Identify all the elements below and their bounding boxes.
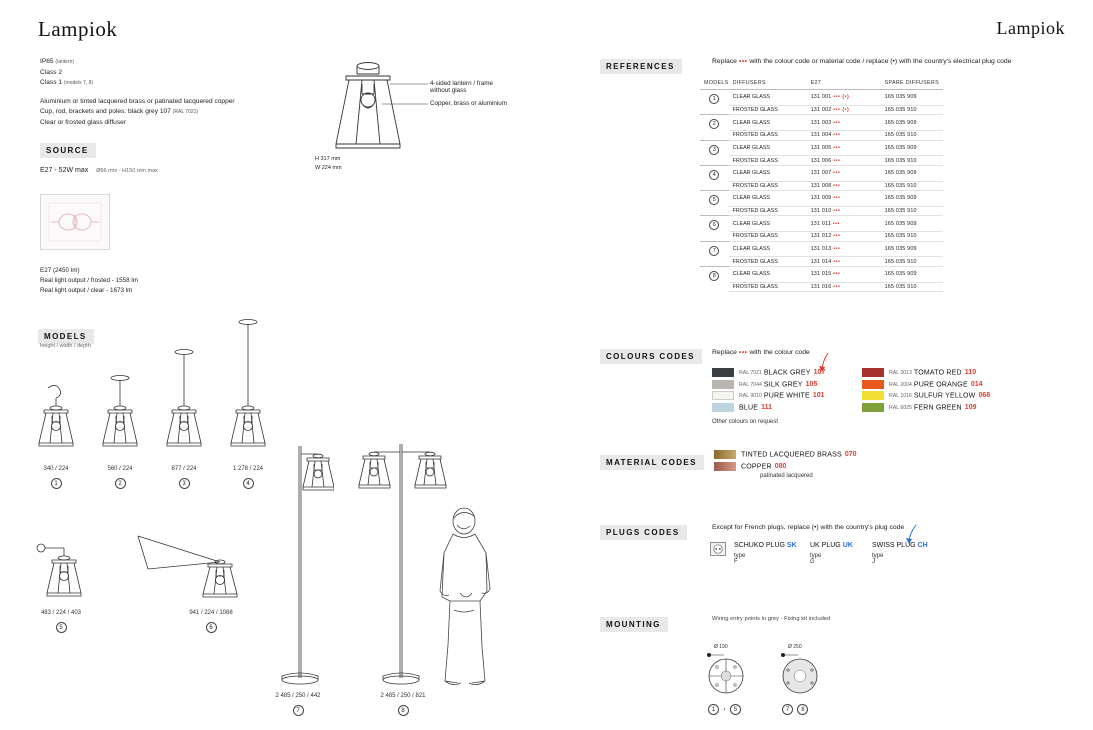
plug-type-3: type J (872, 553, 884, 565)
material-name: TINTED LACQUERED BRASS (741, 451, 842, 459)
table-row (700, 115, 943, 131)
ref-diffuser-cell: CLEAR GLASS (729, 266, 807, 282)
models-section (38, 326, 94, 344)
mounting-badge-5: 5 (730, 704, 741, 715)
colour-swatch (862, 380, 884, 389)
colour-name: BLUE (739, 403, 759, 411)
colour-left-row (712, 391, 825, 400)
ref-model-badge: 2 (709, 119, 719, 129)
ref-spare-cell: 165 035 910 (881, 156, 943, 165)
colour-ral: RAL 7044 (739, 381, 762, 388)
ref-spare-cell: 165 035 910 (881, 257, 943, 266)
mounting-badge-8: 8 (797, 704, 808, 715)
model-badge-2: 2 (115, 478, 126, 489)
ref-code-dots: ••• (833, 208, 841, 215)
ref-spare-cell: 165 035 910 (881, 282, 943, 291)
ref-diffuser-cell: FROSTED GLASS (729, 206, 807, 215)
material-code: 070 (844, 451, 857, 459)
plug-code-1: SK (786, 542, 797, 549)
schuko-plug-icon (710, 542, 726, 561)
plugs-section-label: PLUGS CODES (600, 525, 687, 540)
ref-code-dots: ••• (833, 170, 841, 177)
mounting-badge-7: 7 (782, 704, 793, 715)
colours-footer: Other colours on request (712, 419, 779, 425)
plugs-section (600, 522, 687, 540)
colour-ral: RAL 1016 (889, 393, 912, 400)
model-caption-7: 2 485 / 250 / 442 (275, 693, 321, 699)
mounting-section-label: MOUNTING (600, 617, 668, 632)
plug-name-3: SWISS PLUG (872, 542, 916, 549)
ref-e27-cell: 131 015 ••• (807, 266, 881, 282)
table-row (700, 165, 943, 181)
ref-e27-cell: 131 016 ••• (807, 282, 881, 291)
ref-spare-cell: 165 035 910 (881, 181, 943, 190)
table-row (700, 181, 943, 190)
models-subtitle: height / width / depth (40, 343, 91, 349)
model-item-1 (26, 380, 86, 490)
colour-name: TOMATO RED (913, 369, 962, 377)
ref-header-diffusers: DIFFUSERS (732, 80, 766, 86)
ref-code-dots: ••• (833, 271, 841, 278)
model-badge-8: 8 (398, 705, 409, 716)
ref-spare-cell: 165 035 909 (881, 165, 943, 181)
ref-e27-cell: 131 006 ••• (807, 156, 881, 165)
mounting-section (600, 614, 668, 632)
model-badge-5: 5 (56, 622, 67, 633)
colour-ral: RAL 6025 (889, 404, 912, 411)
model-caption-8: 2 485 / 250 / 821 (380, 693, 426, 699)
colour-code: 014 (970, 380, 983, 388)
references-note-mid: with the colour code or material code / replace (•) with the country's electrical plug code (749, 58, 1012, 65)
ref-diffuser-cell: FROSTED GLASS (729, 232, 807, 241)
ref-spare-cell: 165 035 909 (881, 266, 943, 282)
colour-swatch (862, 391, 884, 400)
source-lamp: E27 - 52W max (40, 167, 89, 174)
references-section (600, 56, 682, 74)
specifications-block (40, 57, 290, 128)
page-title-right: Lampiok (996, 18, 1065, 38)
ref-model-cell (700, 165, 729, 181)
model-item-6 (128, 512, 258, 634)
ref-code-dots: ••• (833, 245, 841, 252)
colours-note-dots: ••• (738, 349, 748, 356)
ref-code-dots: ••• (•) (833, 94, 850, 101)
ref-e27-cell: 131 001 ••• (•) (807, 90, 881, 106)
model-badge-6: 6 (206, 622, 217, 633)
references-note-dots: ••• (738, 58, 748, 65)
plug-name-2: UK PLUG (810, 542, 841, 549)
lumen-line-2: Real light output / frosted - 1558 lm (40, 277, 139, 284)
ref-e27-cell: 131 011 ••• (807, 216, 881, 232)
ref-e27-cell: 131 012 ••• (807, 232, 881, 241)
model-item-5 (26, 534, 96, 634)
source-dimensions: Ø66 mm - H150 mm max (96, 168, 158, 174)
scale-human-figure (424, 505, 514, 700)
ref-model-cell (700, 140, 729, 156)
table-row (700, 131, 943, 140)
ref-e27-cell: 131 004 ••• (807, 131, 881, 140)
colour-left-row (712, 403, 825, 412)
colour-swatch (862, 403, 884, 412)
ref-model-cell (700, 90, 729, 106)
material-swatch (714, 450, 736, 459)
ref-spare-cell: 165 035 910 (881, 206, 943, 215)
colour-left-row (712, 380, 825, 389)
ref-code-dots: ••• (833, 144, 841, 151)
references-section-label: REFERENCES (600, 59, 682, 74)
table-row (700, 266, 943, 282)
source-section-label: SOURCE (40, 143, 96, 158)
ref-e27-cell: 131 010 ••• (807, 206, 881, 215)
ref-spare-cell: 165 035 909 (881, 191, 943, 207)
colour-name: SULFUR YELLOW (913, 392, 976, 400)
ref-model-cell (700, 131, 729, 140)
model-badge-4: 4 (243, 478, 254, 489)
spec-parts: Cup, rod, brackets and poles: black grey 107 (40, 108, 171, 115)
materials-section (600, 452, 704, 470)
colour-left-row (712, 368, 825, 377)
colours-section (600, 346, 702, 364)
ref-model-cell (700, 156, 729, 165)
table-row (700, 90, 943, 106)
ref-spare-cell: 165 035 909 (881, 216, 943, 232)
colour-ral: RAL 7021 (739, 370, 762, 377)
table-row (700, 241, 943, 257)
mounting-dim-left: Ø 190 (714, 644, 728, 650)
ref-diffuser-cell: FROSTED GLASS (729, 257, 807, 266)
colour-name: BLACK GREY (763, 369, 811, 377)
material-name: COPPER (741, 462, 772, 470)
colour-name: FERN GREEN (913, 403, 962, 411)
ref-model-badge: 7 (709, 246, 719, 256)
spec-ip65: IP65 (40, 58, 54, 65)
ref-model-cell (700, 266, 729, 282)
colour-swatch (862, 368, 884, 377)
colour-right-row (862, 368, 990, 377)
model-caption-5: 483 / 224 / 403 (40, 610, 82, 616)
table-row (700, 191, 943, 207)
references-note (712, 58, 1011, 65)
ref-diffuser-cell: CLEAR GLASS (729, 191, 807, 207)
ref-model-badge: 6 (709, 220, 719, 230)
colour-right-row (862, 391, 990, 400)
colour-swatch (712, 391, 734, 400)
plug-item-1 (734, 542, 797, 549)
spec-ral-note: (RAL 7021) (172, 109, 199, 115)
colours-note (712, 349, 810, 356)
spec-class2: Class 2 (40, 68, 62, 76)
ref-model-badge: 1 (709, 94, 719, 104)
page-title-left: Lampiok (38, 17, 118, 41)
ref-code-dots: ••• (833, 119, 841, 126)
model-caption-2: 560 / 224 (107, 466, 133, 472)
ref-code-dots: ••• (833, 132, 841, 139)
source-section (40, 140, 300, 174)
colour-name: SILK GREY (763, 380, 803, 388)
ref-code-dots: ••• (833, 233, 841, 240)
plug-code-2: UK (842, 542, 853, 549)
references-table (700, 80, 943, 292)
ref-diffuser-cell: CLEAR GLASS (729, 216, 807, 232)
ref-model-cell (700, 181, 729, 190)
materials-footer: patinated lacquered (760, 473, 813, 479)
material-row (714, 462, 857, 471)
ref-code-dots: ••• (832, 220, 840, 227)
colours-section-label: COLOURS CODES (600, 349, 702, 364)
colour-right-row (862, 380, 990, 389)
drawing-height: H 317 mm (315, 156, 341, 162)
mounting-badges-right (782, 698, 808, 716)
ref-diffuser-cell: FROSTED GLASS (729, 181, 807, 190)
ref-header-models: MODELS (704, 80, 729, 86)
colour-code: 111 (761, 403, 773, 411)
plug-type-1: type F (734, 553, 746, 565)
model-item-7 (262, 430, 334, 717)
table-row (700, 206, 943, 215)
colour-code: 068 (978, 392, 991, 400)
model-item-2 (90, 366, 150, 490)
ref-model-cell (700, 282, 729, 291)
lumen-line-1: E27 (2450 lm) (40, 267, 80, 274)
ref-diffuser-cell: CLEAR GLASS (729, 140, 807, 156)
ref-diffuser-cell: FROSTED GLASS (729, 282, 807, 291)
colour-name: PURE ORANGE (913, 380, 968, 388)
table-row (700, 156, 943, 165)
colour-swatch (712, 403, 734, 412)
ref-e27-cell: 131 007 ••• (807, 165, 881, 181)
ref-model-cell (700, 257, 729, 266)
ref-e27-cell: 131 003 ••• (807, 115, 881, 131)
ref-e27-cell: 131 002 ••• (•) (807, 105, 881, 114)
ref-e27-cell: 131 009 ••• (807, 191, 881, 207)
ref-model-cell (700, 241, 729, 257)
table-row (700, 216, 943, 232)
ref-model-cell (700, 105, 729, 114)
lantern-technical-drawing (310, 52, 510, 177)
model-caption-1: 340 / 224 (43, 466, 69, 472)
spec-ip65-note: (lantern) (55, 59, 75, 65)
ref-diffuser-cell: CLEAR GLASS (729, 165, 807, 181)
plug-code-3: CH (917, 542, 928, 549)
references-note-pre: Replace (712, 58, 737, 65)
callout-material: Copper, brass or aluminium (430, 100, 507, 107)
ref-model-cell (700, 115, 729, 131)
ref-e27-cell: 131 008 ••• (807, 181, 881, 190)
drawing-width: W 224 mm (315, 165, 342, 171)
ref-spare-cell: 165 035 909 (881, 140, 943, 156)
ref-model-cell (700, 206, 729, 215)
mounting-plate-left (700, 644, 752, 713)
ref-e27-cell: 131 013 ••• (807, 241, 881, 257)
ref-code-dots: ••• (833, 258, 841, 265)
colours-note-pre: Replace (712, 349, 737, 356)
colour-code: 109 (964, 403, 977, 411)
colour-code: 101 (812, 392, 825, 400)
table-row (700, 232, 943, 241)
material-code: 080 (774, 462, 787, 470)
mounting-plate-right (774, 644, 826, 713)
ref-header-spare: SPARE DIFFUSERS (884, 80, 939, 86)
references-table-body (700, 90, 943, 292)
colour-ral: RAL 9010 (739, 393, 762, 400)
colour-code: 107 (813, 369, 826, 377)
ref-model-badge: 5 (709, 195, 719, 205)
ref-code-dots: ••• (833, 195, 841, 202)
bulb-image (40, 194, 110, 250)
ref-spare-cell: 165 035 910 (881, 105, 943, 114)
colours-left-column (712, 368, 825, 414)
ref-e27-cell: 131 005 ••• (807, 140, 881, 156)
ref-diffuser-cell: CLEAR GLASS (729, 115, 807, 131)
ref-spare-cell: 165 035 910 (881, 131, 943, 140)
spec-material: Aluminium or tinted lacquered brass or patinated lacquered copper (40, 97, 235, 105)
models-section-label: MODELS (38, 329, 94, 344)
ref-model-badge: 3 (709, 145, 719, 155)
colours-note-post: with the colour code (749, 349, 810, 356)
ref-diffuser-cell: FROSTED GLASS (729, 131, 807, 140)
table-row (700, 282, 943, 291)
colours-right-column (862, 368, 990, 414)
ref-code-dots: ••• (833, 182, 841, 189)
table-row (700, 257, 943, 266)
model-caption-4: 1 278 / 224 (232, 466, 264, 472)
plugs-note: Except for French plugs, replace (•) with the country's plug code (712, 524, 905, 531)
ref-model-badge: 4 (709, 170, 719, 180)
table-row (700, 105, 943, 114)
ref-model-badge: 8 (709, 271, 719, 281)
lumen-output (40, 266, 138, 296)
mounting-badges-left: 1 › 5 (708, 698, 741, 716)
colour-swatch (712, 368, 734, 377)
ref-spare-cell: 165 035 909 (881, 90, 943, 106)
ref-spare-cell: 165 035 909 (881, 241, 943, 257)
ref-diffuser-cell: CLEAR GLASS (729, 90, 807, 106)
ref-model-cell (700, 191, 729, 207)
colour-ral: RAL 3013 (889, 370, 912, 377)
plug-item-2 (810, 542, 853, 549)
material-row (714, 450, 857, 459)
colour-code: 110 (964, 369, 977, 377)
model-item-3 (154, 342, 214, 490)
ref-header-e27: E27 (810, 80, 822, 86)
material-swatch (714, 462, 736, 471)
colour-name: PURE WHITE (763, 392, 810, 400)
plug-name-1: SCHUKO PLUG (734, 542, 785, 549)
model-badge-3: 3 (179, 478, 190, 489)
table-row (700, 140, 943, 156)
materials-list (714, 450, 857, 473)
plug-type-2: type G (810, 553, 822, 565)
callout-frame: 4-sided lantern / frame without glass (430, 80, 493, 94)
ref-code-dots: ••• (833, 283, 841, 290)
spec-diffuser: Clear or frosted glass diffuser (40, 118, 127, 126)
ref-e27-cell: 131 014 ••• (807, 257, 881, 266)
ref-diffuser-cell: FROSTED GLASS (729, 105, 807, 114)
model-caption-3: 877 / 224 (171, 466, 197, 472)
ref-code-dots: ••• (•) (833, 107, 850, 114)
ref-diffuser-cell: FROSTED GLASS (729, 156, 807, 165)
mounting-badge-1: 1 (708, 704, 719, 715)
plug-item-3 (872, 542, 928, 549)
spec-class1-note: (models 7, 8) (63, 80, 94, 86)
ref-diffuser-cell: CLEAR GLASS (729, 241, 807, 257)
colour-ral: RAL 2004 (889, 381, 912, 388)
spec-class1: Class 1 (40, 79, 62, 86)
model-badge-1: 1 (51, 478, 62, 489)
ref-model-cell (700, 232, 729, 241)
model-caption-6: 941 / 224 / 1088 (189, 610, 233, 616)
ref-spare-cell: 165 035 910 (881, 232, 943, 241)
colour-right-row (862, 403, 990, 412)
lumen-line-3: Real light output / clear - 1673 lm (40, 287, 133, 294)
ref-code-dots: ••• (833, 157, 841, 164)
colour-code: 105 (805, 380, 818, 388)
model-badge-7: 7 (293, 705, 304, 716)
ref-model-cell (700, 216, 729, 232)
mounting-dim-right: Ø 250 (788, 644, 802, 650)
colour-swatch (712, 380, 734, 389)
mounting-note: Wiring entry points in grey - Fixing kit included (712, 616, 831, 622)
materials-section-label: MATERIAL CODES (600, 455, 704, 470)
ref-spare-cell: 165 035 909 (881, 115, 943, 131)
